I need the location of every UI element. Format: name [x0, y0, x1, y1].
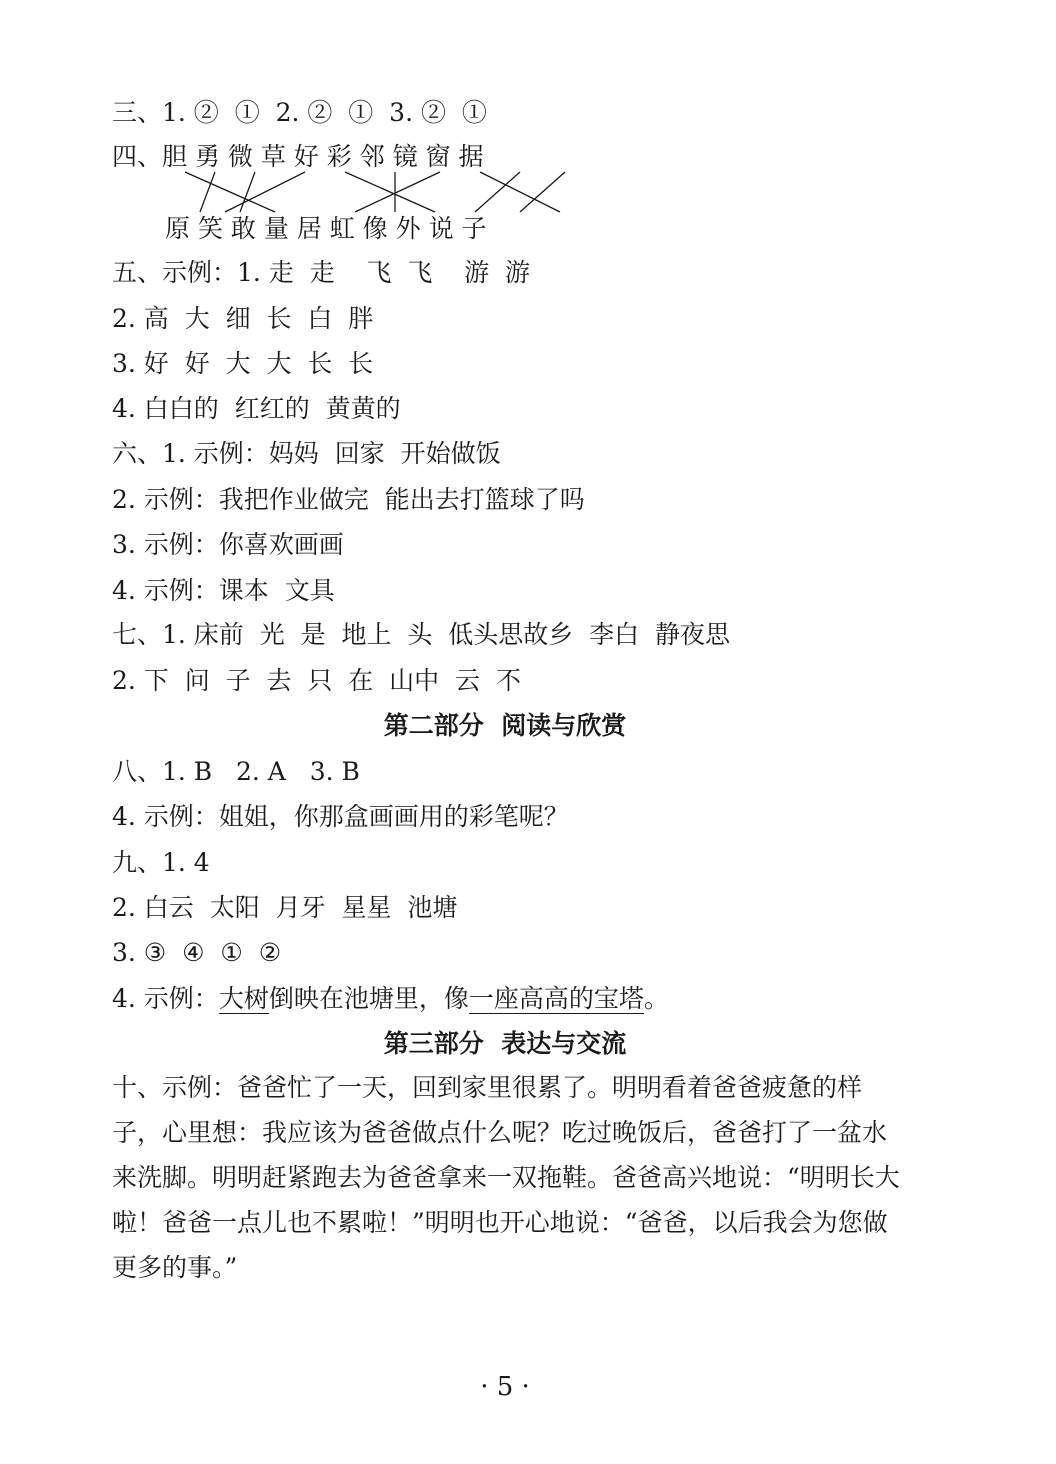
answer-section-9c: 3. ③ ④ ① ②: [112, 938, 282, 967]
page-number: · 5 ·: [480, 1372, 530, 1402]
answer-section-6d: 4. 示例：课本 文具: [112, 576, 335, 605]
part-two-heading: 第二部分 阅读与欣赏: [383, 711, 627, 740]
answer-section-6c: 3. 示例：你喜欢画画: [112, 530, 344, 559]
answer-section-9d: [112, 982, 669, 1016]
answer-section-6b: 2. 示例：我把作业做完 能出去打篮球了吗: [112, 485, 585, 514]
matching-lines: [0, 0, 1056, 260]
answer-section-4-top: 四、胆 勇 微 草 好 彩 邻 镜 窗 据: [112, 142, 484, 171]
answer-section-4-bottom: 原 笑 敢 量 居 虹 像 外 说 子: [165, 214, 487, 243]
answer-section-7a: 七、1. 床前 光 是 地上 头 低头思故乡 李白 静夜思: [112, 620, 731, 649]
example-middle: 倒映在池塘里，像: [268, 984, 469, 1013]
answer-section-10-essay: 十、示例：爸爸忙了一天，回到家里很累了。明明看着爸爸疲惫的样子，心里想：我应该为爸爸做点什么呢？吃过晚饭后，爸爸打了一盆水来洗脚。明明赶紧跑去为爸爸拿来一双拖鞋。爸爸高兴地说：“明明长大啦！爸爸一点儿也不累啦！”明明也开心地说：“爸爸，以后我会为您做更多的事。”: [112, 1073, 900, 1282]
answer-section-9b: 2. 白云 太阳 月牙 星星 池塘: [112, 893, 458, 922]
example-prefix: 4. 示例：: [112, 984, 219, 1013]
answer-section-8b: 4. 示例：姐姐，你那盒画画用的彩笔呢？: [112, 802, 569, 831]
answer-section-3: 三、1. ② ① 2. ② ① 3. ② ①: [112, 98, 487, 127]
answer-section-5c: 3. 好 好 大 大 长 长: [112, 349, 374, 378]
answer-section-5d: 4. 白白的 红红的 黄黄的: [112, 394, 401, 423]
example-end: 。: [643, 984, 669, 1013]
answer-section-9a: 九、1. 4: [112, 848, 210, 877]
answer-section-8a: 八、1. B 2. A 3. B: [112, 757, 360, 786]
answer-section-5b: 2. 高 大 细 长 白 胖: [112, 304, 374, 333]
part-three-heading: 第三部分 表达与交流: [383, 1029, 627, 1058]
answer-section-7b: 2. 下 问 子 去 只 在 山中 云 不: [112, 666, 521, 695]
underlined-comparison: 一座高高的宝塔: [468, 984, 644, 1013]
answer-section-6a: 六、1. 示例：妈妈 回家 开始做饭: [112, 439, 501, 468]
underlined-subject: 大树: [218, 984, 269, 1013]
answer-section-5a: 五、示例：1. 走 走 飞 飞 游 游: [112, 258, 531, 287]
